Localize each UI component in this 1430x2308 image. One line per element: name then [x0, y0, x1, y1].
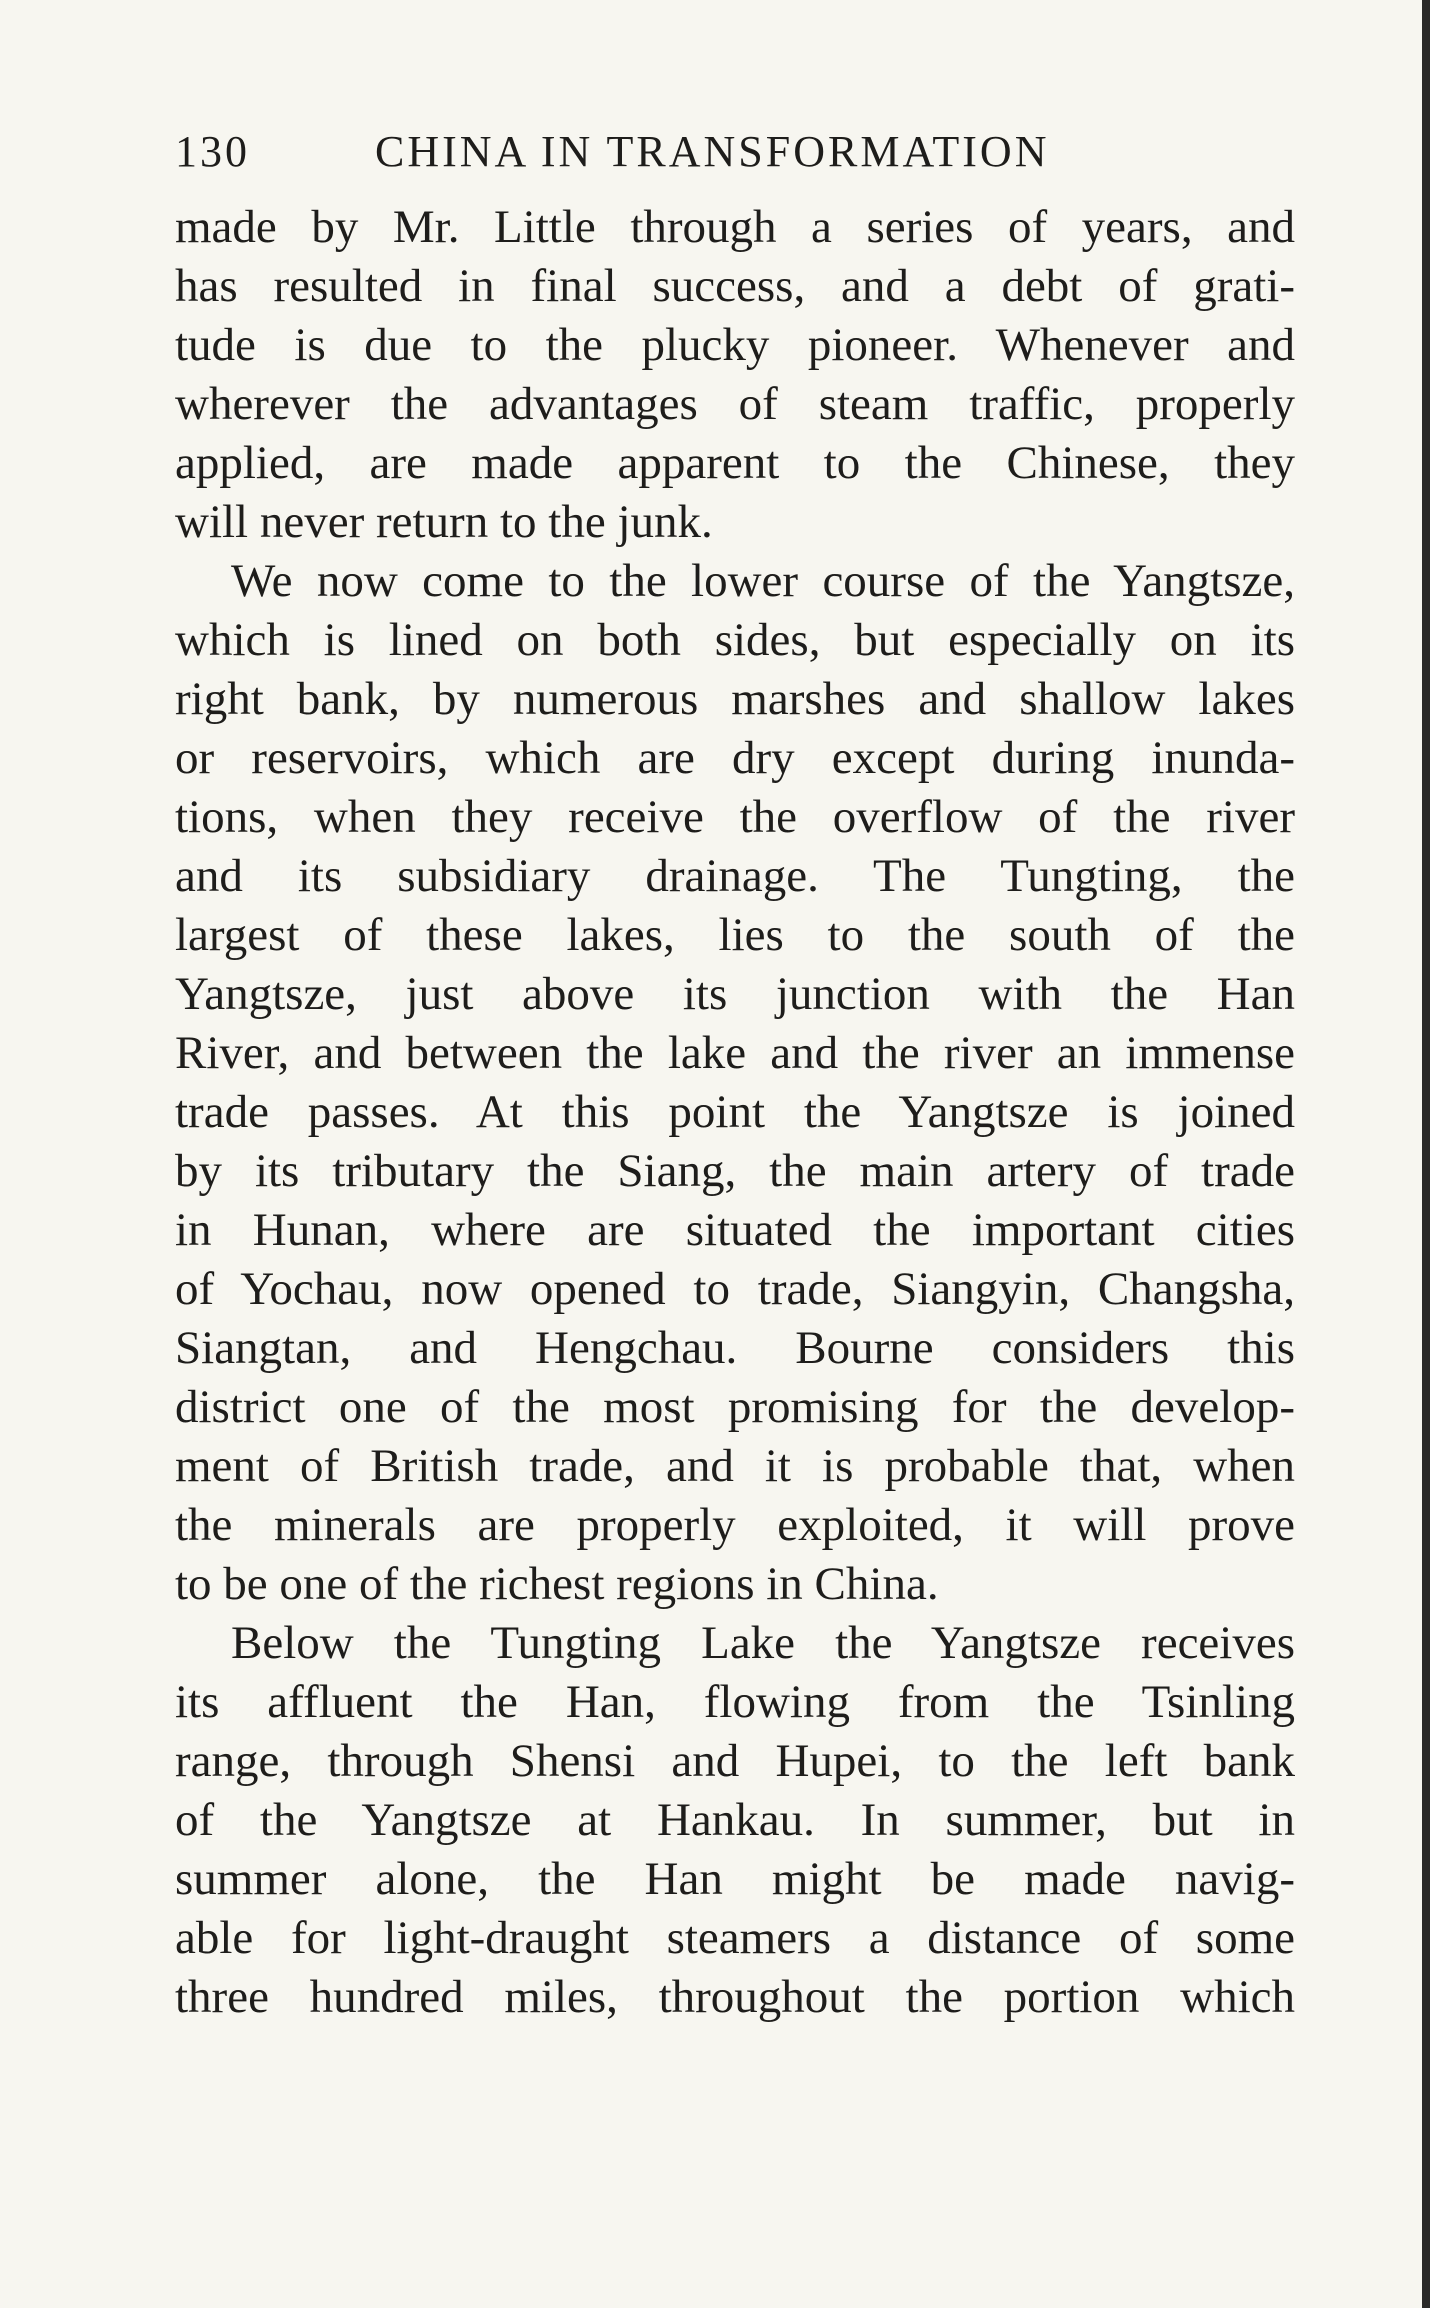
text-line: tude is due to the plucky pioneer. Whenever and [175, 319, 1295, 371]
page-edge-shadow [1422, 0, 1430, 2308]
text-line: largest of these lakes, lies to the south of the [175, 909, 1295, 961]
text-line: Yangtsze, just above its junction with the Han [175, 968, 1295, 1020]
text-line: to be one of the richest regions in China. [175, 1558, 939, 1610]
text-line: Siangtan, and Hengchau. Bourne considers this [175, 1322, 1295, 1374]
page-header [175, 126, 1295, 186]
text-line: and its subsidiary drainage. The Tungting, the [175, 850, 1295, 902]
text-line: three hundred miles, throughout the portion which [175, 1971, 1295, 2023]
text-line: able for light-draught steamers a distance of some [175, 1912, 1295, 1964]
running-head: CHINA IN TRANSFORMATION [375, 127, 1050, 176]
text-line: the minerals are properly exploited, it will prove [175, 1499, 1295, 1551]
text-line: tions, when they receive the overflow of the river [175, 791, 1295, 843]
text-line: River, and between the lake and the river an immense [175, 1027, 1295, 1079]
text-line: range, through Shensi and Hupei, to the left bank [175, 1735, 1295, 1787]
text-line: or reservoirs, which are dry except during inunda- [175, 732, 1295, 784]
text-line: applied, are made apparent to the Chinese, they [175, 437, 1295, 489]
text-line: its affluent the Han, flowing from the Tsinling [175, 1676, 1295, 1728]
text-line: ment of British trade, and it is probable that, when [175, 1440, 1295, 1492]
text-line: which is lined on both sides, but especially on its [175, 614, 1295, 666]
text-line: will never return to the junk. [175, 496, 713, 548]
text-line: made by Mr. Little through a series of years, and [175, 201, 1295, 253]
text-line: summer alone, the Han might be made navig- [175, 1853, 1295, 1905]
text-line: district one of the most promising for the develop- [175, 1381, 1295, 1433]
text-line: trade passes. At this point the Yangtsze is joined [175, 1086, 1295, 1138]
text-line: wherever the advantages of steam traffic, properly [175, 378, 1295, 430]
text-line: of the Yangtsze at Hankau. In summer, but in [175, 1794, 1295, 1846]
text-line: has resulted in final success, and a debt of grati- [175, 260, 1295, 312]
paragraph-first-line: Below the Tungting Lake the Yangtsze receives [231, 1617, 1295, 1669]
text-line: of Yochau, now opened to trade, Siangyin, Changsha, [175, 1263, 1295, 1315]
paragraph-first-line: We now come to the lower course of the Yangtsze, [231, 555, 1295, 607]
text-line: by its tributary the Siang, the main artery of trade [175, 1145, 1295, 1197]
text-line: in Hunan, where are situated the important cities [175, 1204, 1295, 1256]
body-text [175, 198, 1295, 2027]
page-number: 130 [175, 127, 250, 176]
text-line: right bank, by numerous marshes and shallow lakes [175, 673, 1295, 725]
